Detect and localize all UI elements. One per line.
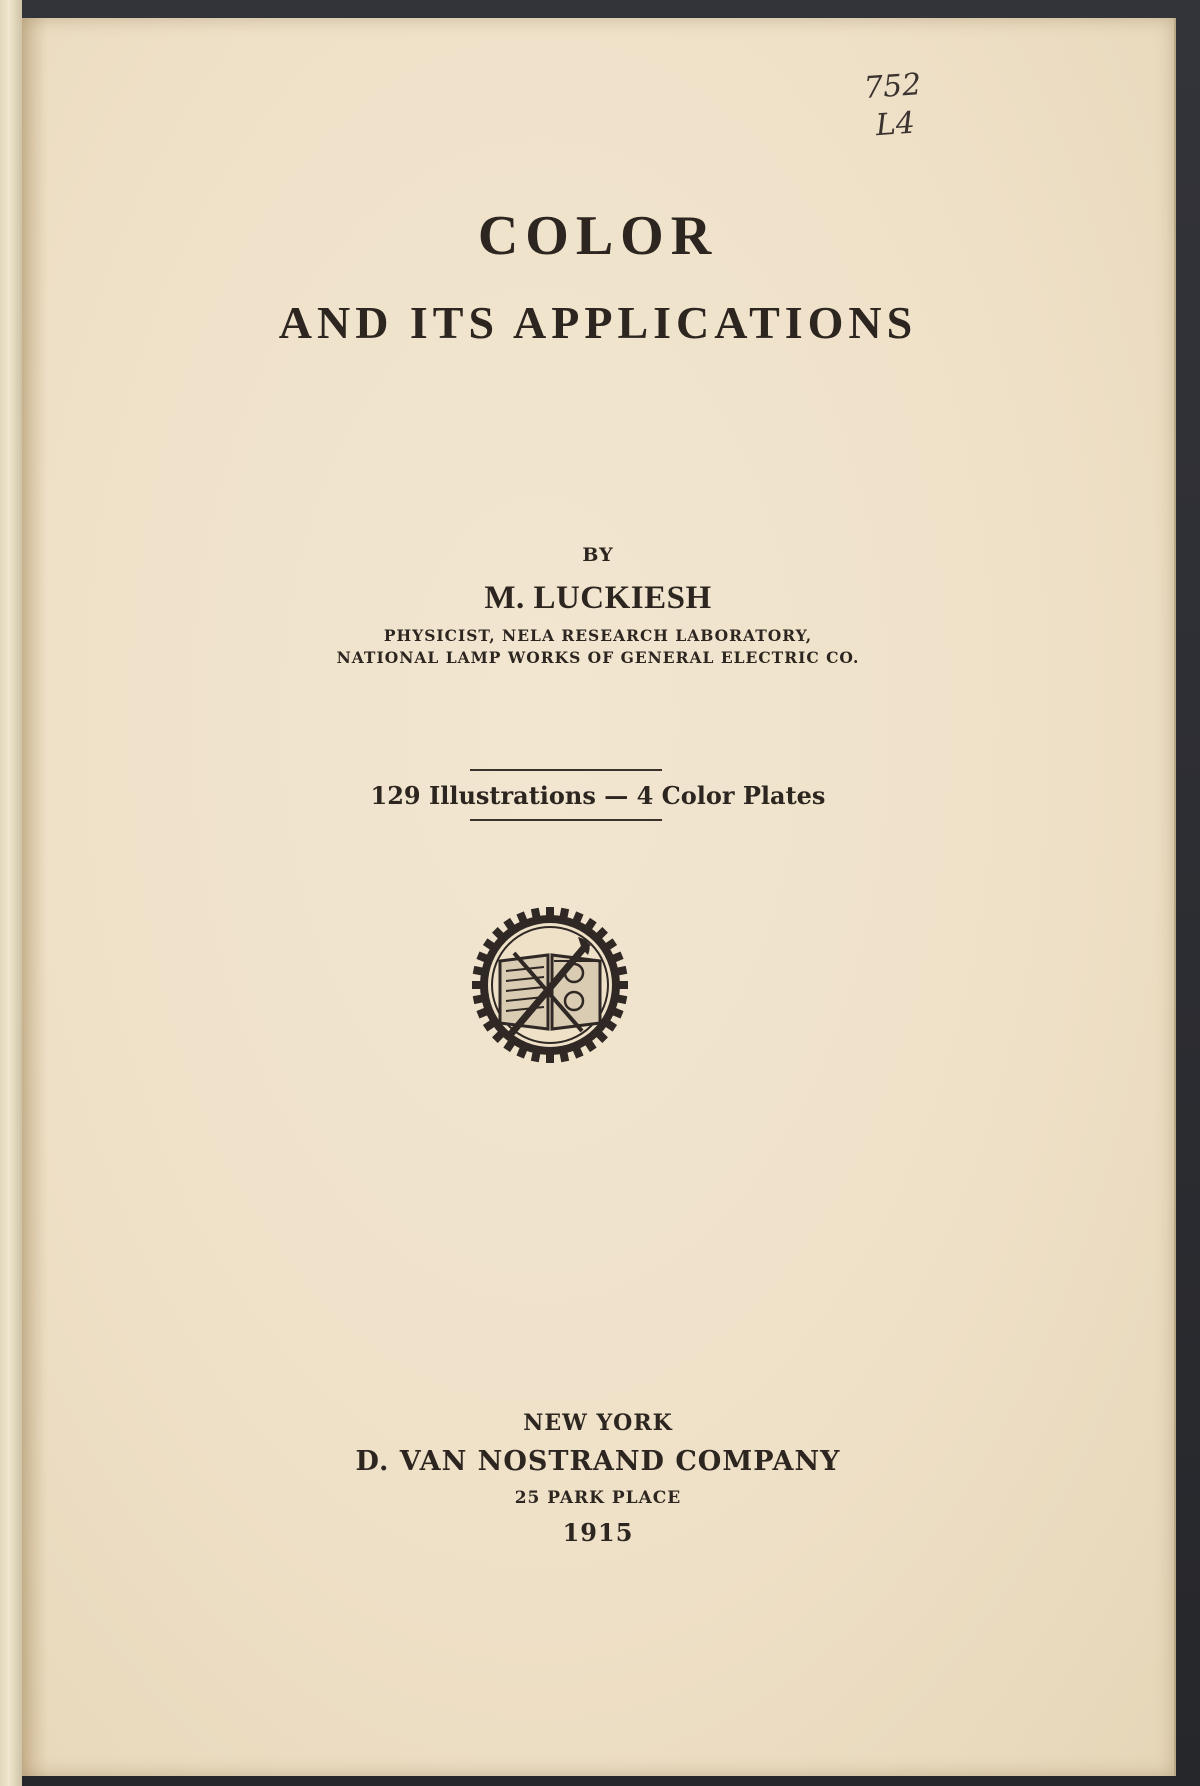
catalog-note-line2: L4 <box>874 105 916 144</box>
author-name: M. LUCKIESH <box>484 580 712 616</box>
divider-rule-bottom <box>470 819 662 821</box>
author-affiliation-line2: NATIONAL LAMP WORKS OF GENERAL ELECTRIC CO. <box>336 648 860 667</box>
catalog-note-line1: 752 <box>862 67 923 107</box>
page-edge <box>0 0 22 1786</box>
imprint-year: 1915 <box>562 1518 634 1547</box>
by-label: BY <box>582 544 614 566</box>
illustrations-note: 129 Illustrations — 4 Color Plates <box>370 781 826 810</box>
handwritten-catalog-note <box>831 64 956 148</box>
page-gutter-shadow <box>22 18 48 1776</box>
title-page <box>22 18 1176 1776</box>
imprint-publisher: D. VAN NOSTRAND COMPANY <box>355 1446 841 1477</box>
author-affiliation-line1: PHYSICIST, NELA RESEARCH LABORATORY, <box>383 626 813 645</box>
book-title: COLOR <box>477 205 719 267</box>
book-subtitle: AND ITS APPLICATIONS <box>278 297 918 348</box>
publisher-gear-emblem-icon <box>470 903 630 1067</box>
imprint-address: 25 PARK PLACE <box>514 1488 682 1508</box>
divider-rule-top <box>470 769 662 771</box>
imprint-city: NEW YORK <box>523 1410 673 1436</box>
